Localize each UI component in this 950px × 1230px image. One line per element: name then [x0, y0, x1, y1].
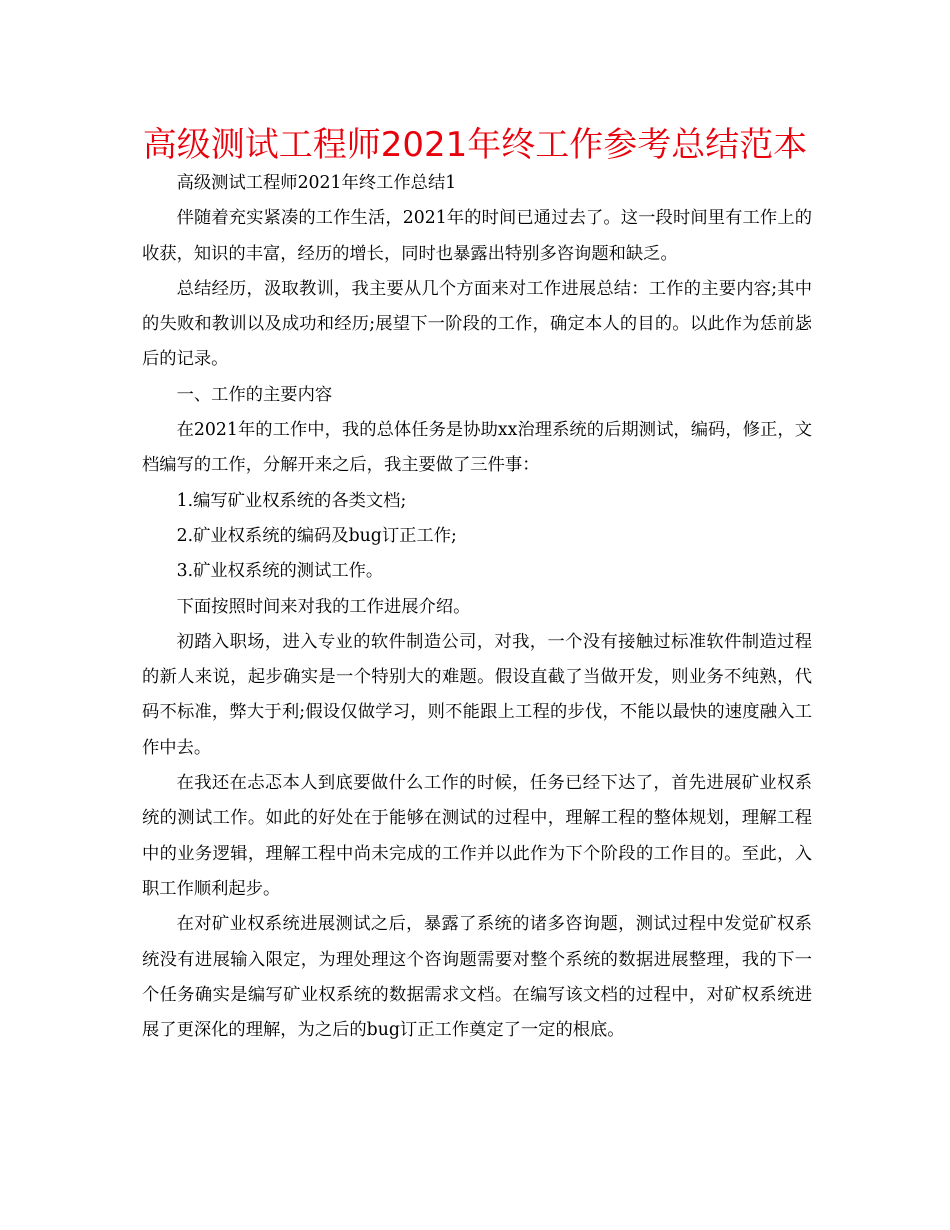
- subtitle-paragraph: 高级测试工程师2021年终工作总结1: [176, 173, 457, 193]
- list-item: 3.矿业权系统的测试工作。: [176, 561, 384, 582]
- body-paragraph: 下面按照时间来对我的工作进展介绍。: [176, 596, 471, 617]
- body-paragraph: 初踏入职场，进入专业的软件制造公司，对我，一个没有接触过标准软件制造过程的新人来说，起步确实是一个特别大的难题。假设直截了当做开发，则业务不纯熟，代码不标准，弊大于利;假设仅做学习，则不能跟上工程的步伐，不能以最快的速度融入工作中去。: [142, 631, 812, 758]
- section-heading: 一、工作的主要内容: [176, 384, 333, 405]
- body-paragraph: 在对矿业权系统进展测试之后，暴露了系统的诸多咨询题，测试过程中发觉矿权系统没有进展输入限定，为理处理这个咨询题需要对整个系统的数据进展整理，我的下一个任务确实是编写矿业权系统的数据需求文档。在编写该文档的过程中，对矿权系统进展了更深化的理解，为之后的bug订正工作奠定了一定的根底。: [142, 914, 812, 1041]
- document-body: [142, 166, 812, 1048]
- body-paragraph: 伴随着充实紧凑的工作生活，2021年的时间已通过去了。这一段时间里有工作上的收获，知识的丰富，经历的增长，同时也暴露出特别多咨询题和缺乏。: [142, 208, 812, 264]
- body-paragraph: 在我还在忐忑本人到底要做什么工作的时候，任务已经下达了，首先进展矿业权系统的测试工作。如此的好处在于能够在测试的过程中，理解工程的整体规划，理解工程中的业务逻辑，理解工程中尚未完成的工作并以此作为下个阶段的工作目的。至此，入职工作顺利起步。: [142, 773, 812, 899]
- document-title: 高级测试工程师2021年终工作参考总结范本: [142, 125, 808, 165]
- list-item: 2.矿业权系统的编码及bug订正工作;: [176, 525, 457, 546]
- list-item: 1.编写矿业权系统的各类文档;: [176, 490, 407, 511]
- body-paragraph: 总结经历，汲取教训，我主要从几个方面来对工作进展总结：工作的主要内容;其中的失败和教训以及成功和经历;展望下一阶段的工作，确定本人的目的。以此作为恁前毖后的记录。: [142, 278, 812, 370]
- body-paragraph: 在2021年的工作中，我的总体任务是协助xx治理系统的后期测试，编码，修正，文档编写的工作，分解开来之后，我主要做了三件事：: [142, 420, 812, 476]
